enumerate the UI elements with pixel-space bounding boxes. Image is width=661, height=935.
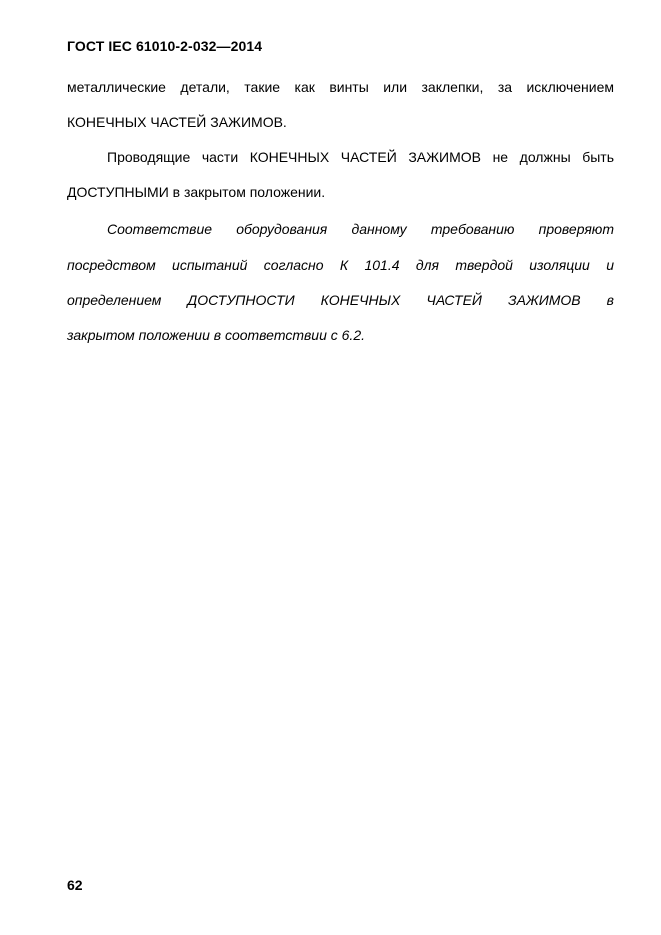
paragraph-1-line-2: КОНЕЧНЫХ ЧАСТЕЙ ЗАЖИМОВ. [67,114,287,130]
page-number: 62 [67,877,83,893]
paragraph-3-line-4: закрытом положении в соответствии с 6.2. [67,327,365,343]
paragraph-2-line-1: Проводящие части КОНЕЧНЫХ ЧАСТЕЙ ЗАЖИМОВ не должны быть [107,149,614,165]
paragraph-3-line-1: Соответствие оборудования данному требованию проверяют [107,221,614,237]
paragraph-3-line-2: посредством испытаний согласно К 101.4 для твердой изоляции и [67,257,614,273]
paragraph-2-line-2: ДОСТУПНЫМИ в закрытом положении. [67,184,326,200]
paragraph-3-line-3: определением ДОСТУПНОСТИ КОНЕЧНЫХ ЧАСТЕЙ ЗАЖИМОВ в [67,292,614,308]
document-header: ГОСТ IEC 61010-2-032—2014 [67,38,263,54]
paragraph-1-line-1: металлические детали, такие как винты или заклепки, за исключением [67,79,614,95]
